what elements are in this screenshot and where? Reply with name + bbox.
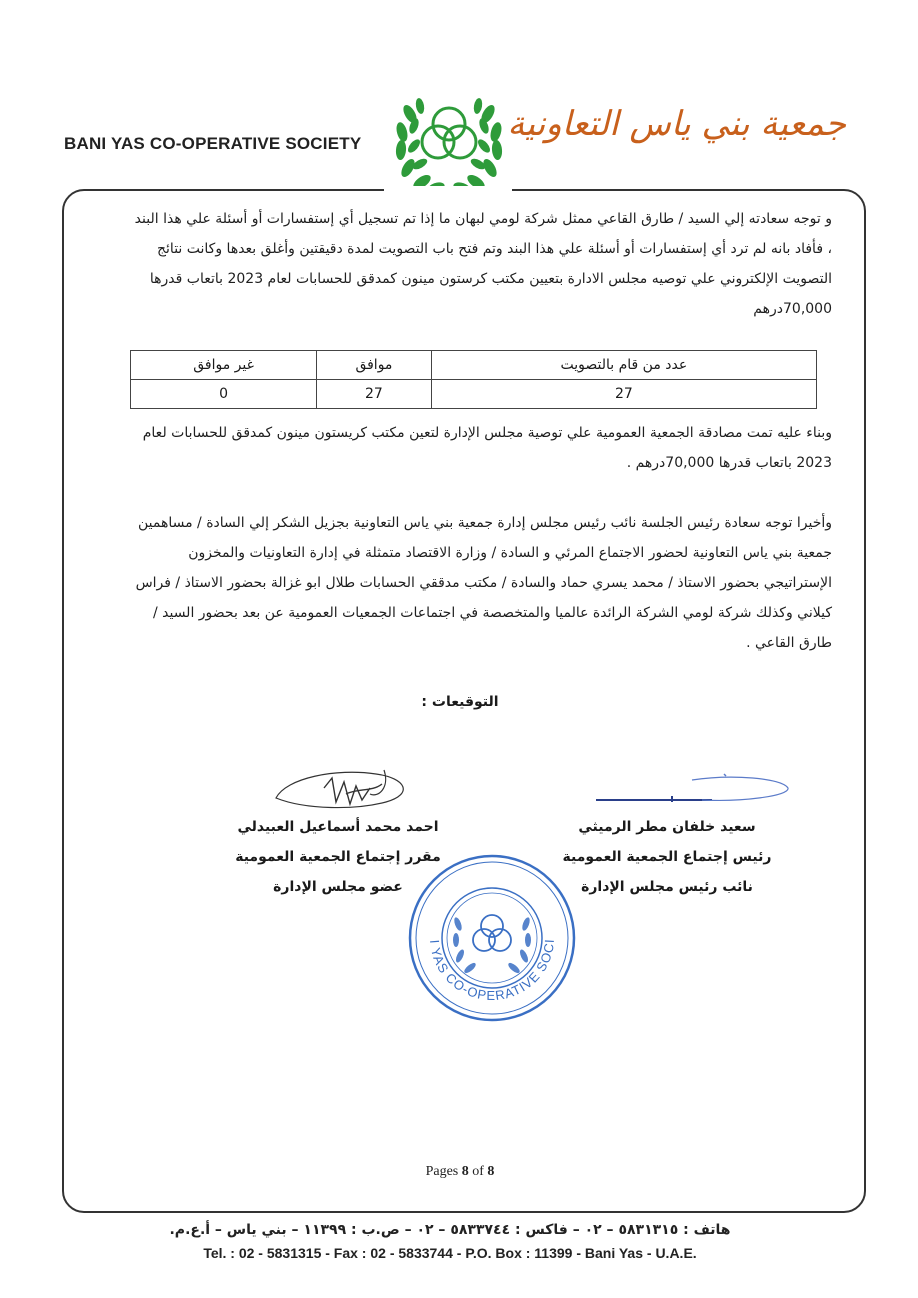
arabic-society-name: جمعية بني ياس التعاونية	[507, 104, 846, 144]
english-society-name: BANI YAS CO-OPERATIVE SOCIETY	[64, 134, 362, 153]
table-cell: 27	[317, 380, 432, 409]
page-total: 8	[487, 1164, 495, 1179]
english-contact-line: Tel. : 02 - 5831315 - Fax : 02 - 5833744 - P.O. Box : 11399 - Bani Yas - U.A.E.	[203, 1245, 697, 1261]
table-row	[131, 380, 817, 409]
arabic-contact-line: هاتف : ٥٨٣١٣١٥ – ٠٢ – فاكس : ٥٨٣٣٧٤٤ – ٠٢ – ص.ب : ١١٣٩٩ – بني ياس – أ.ع.م.	[169, 1222, 731, 1238]
table-header-cell: عدد من قام بالتصويت	[431, 351, 816, 380]
signatory-role: عضو مجلس الإدارة	[273, 879, 403, 895]
signatory-role: رئيس إجتماع الجمعية العمومية	[562, 849, 772, 865]
table-header-cell: غير موافق	[131, 351, 317, 380]
page-of: of	[472, 1164, 484, 1179]
table-cell: 0	[131, 380, 317, 409]
society-logo	[388, 84, 510, 202]
signatory-name: احمد محمد أسماعيل العبيدلي	[237, 819, 439, 835]
page-current: 8	[461, 1164, 469, 1179]
table-cell: 27	[431, 380, 816, 409]
signatory-right	[552, 812, 782, 902]
page-prefix: Pages	[425, 1164, 459, 1179]
vote-results-table	[130, 350, 817, 409]
voting-paragraph: و توجه سعادته إلي السيد / طارق القاعي ممثل شركة لومي لبهان ما إذا تم تسجيل أي إستفسارات أو أسئلة علي هذا البند ، فأفاد بانه لم ترد أي إستفسارات أو أسئلة علي هذا البند وتم فتح باب التصويت لمدة دقيقتين وأغلق بعدها وكانت نتائج التصويت الإلكتروني علي توصيه مجلس الادارة بتعيين مكتب كرستون مينون كمدقق للحسابات لعام 2023 باتعاب قدرها 70,000درهم	[134, 211, 832, 317]
signatures-heading: التوقيعات :	[421, 694, 499, 710]
table-header-row	[131, 351, 817, 380]
frame-gap	[384, 186, 512, 196]
handwritten-signature-right	[592, 770, 792, 810]
signatory-role: نائب رئيس مجلس الإدارة	[581, 879, 753, 895]
table-header-cell: موافق	[317, 351, 432, 380]
signatory-name: سعيد خلفان مطر الرميثي	[578, 819, 756, 835]
svg-text:BANI YAS CO-OPERATIVE SOCIETY: I YAS CO-OPERATIVE SOCI	[427, 938, 558, 1004]
page-number	[380, 1164, 540, 1180]
closing-thanks-paragraph: وأخيرا توجه سعادة رئيس الجلسة نائب رئيس مجلس إدارة جمعية بني ياس التعاونية بجزيل الشكر إلي السادة / مساهمين جمعية بني ياس التعاونية لحضور الاجتماع المرئي و السادة / وزارة الاقتصاد متمثلة في إدارة التعاونيات والمخزون الإستراتيجي بحضور الاستاذ / محمد يسري حماد والسادة / مكتب مدققي الحسابات طلال ابو غزالة بحضور الاستاذ / فراس كيلاني وكذلك شركة لومي الشركة الرائدة عالميا والمتخصصة في اجتماعات الجمعيات العمومية عن بعد بحضور السيد / طارق القاعي .	[135, 515, 832, 651]
society-seal-stamp	[404, 852, 580, 1024]
approval-paragraph: وبناء عليه تمت مصادقة الجمعية العمومية علي توصية مجلس الإدارة لتعين مكتب كريستون مينون كمدقق للحسابات لعام 2023 باتعاب قدرها 70,000درهم .	[142, 425, 832, 471]
signatory-role: مقرر إجتماع الجمعية العمومية	[235, 849, 441, 865]
